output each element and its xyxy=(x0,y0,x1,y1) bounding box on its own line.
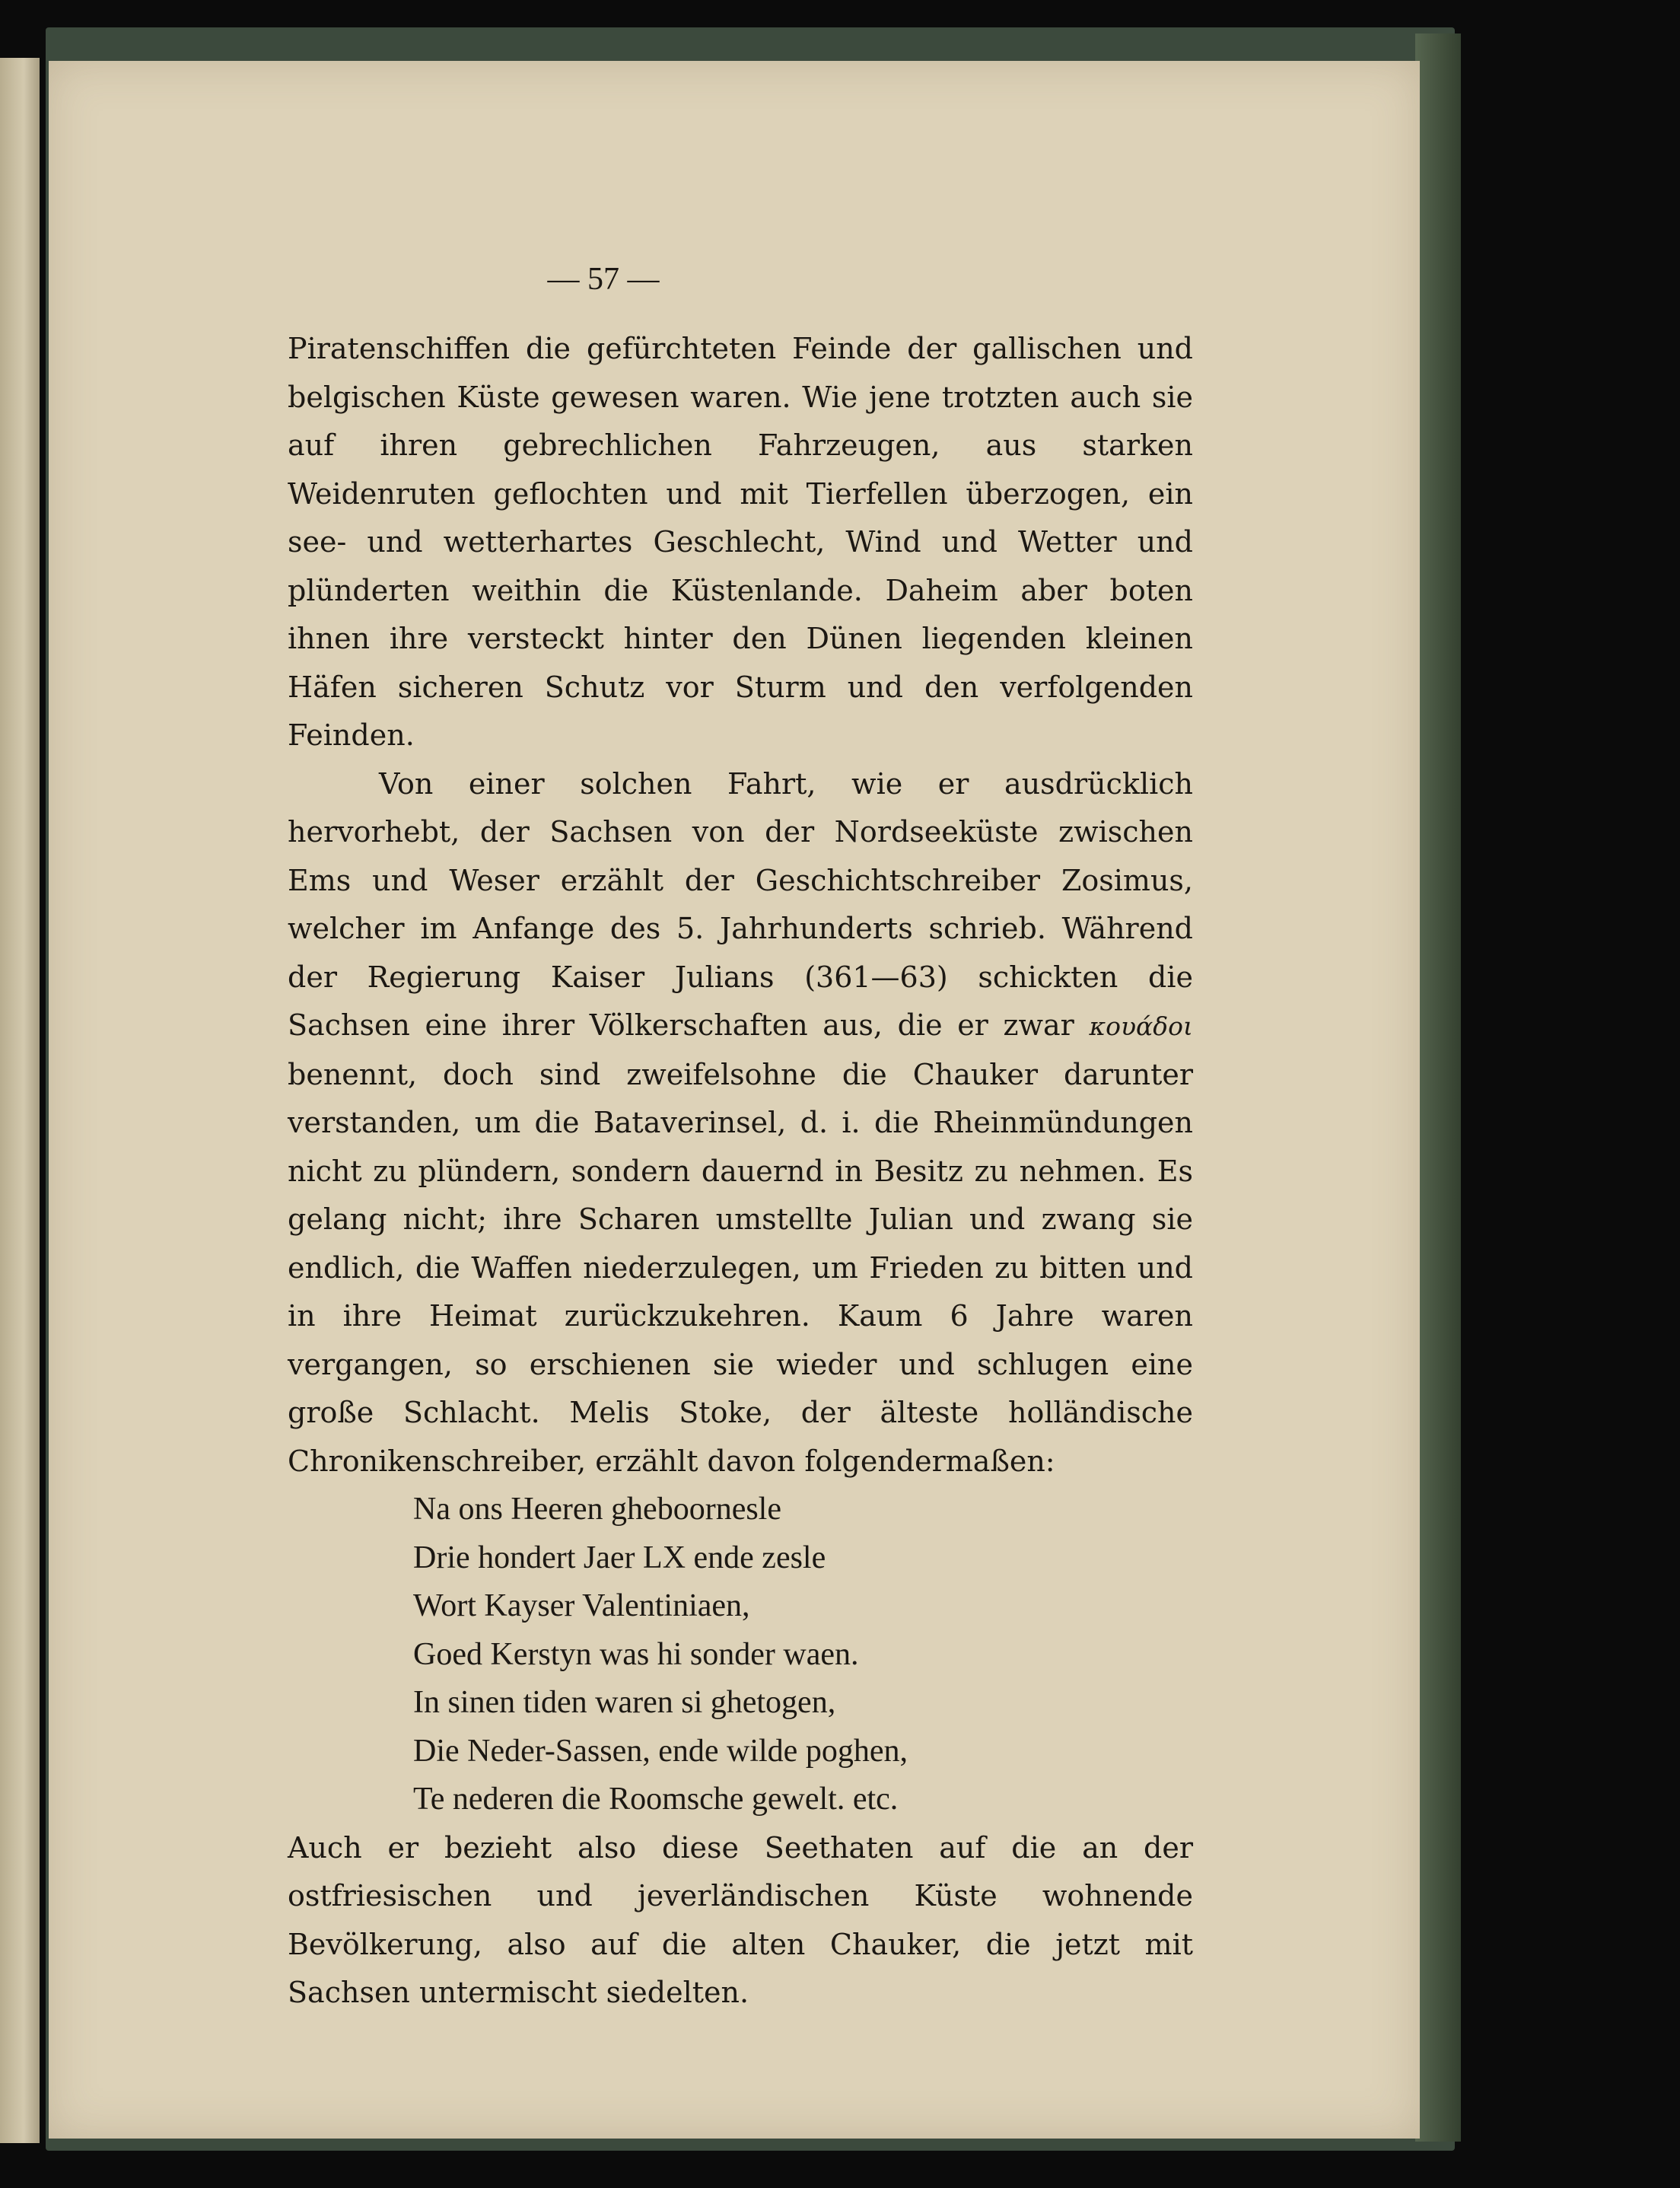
previous-page-edge xyxy=(0,58,40,2143)
greek-word: κουάδοι xyxy=(1089,1011,1193,1041)
book-page xyxy=(49,61,1420,2139)
paragraph-3: Auch er bezieht also diese Seethaten auf die an der ostfriesischen und jeverländischen Küste wohnende Bevölkerung, also auf die alten Chauker, die jetzt mit Sachsen untermischt siedelten. xyxy=(288,1830,1193,2009)
paragraph-2-part-2: benennt, doch sind zweifelsohne die Chauker darunter verstanden, um die Bataverinsel, d. i. die Rheinmündungen nicht zu plündern, sondern dauernd in Besitz zu nehmen. Es gelang nicht; ihre Scharen umstellte Julian und zwang sie endlich, die Waffen niederzulegen, um Frieden zu bitten und in ihre Heimat zurückzukehren. Kaum 6 Jahre waren vergangen, so erschienen sie wieder und schlugen eine große Schlacht. Melis Stoke, der älteste holländische Chronikenschreiber, erzählt davon folgendermaßen: xyxy=(288,1057,1193,1478)
paragraph-1: Piratenschiffen die gefürchteten Feinde der gallischen und belgischen Küste gewesen waren. Wie jene trotzten auch sie auf ihren gebrechlichen Fahrzeugen, aus starken Weidenruten geflochten und mit Tierfellen überzogen, ein see- und wetterhartes Geschlecht, Wind und Wetter und plünderten weithin die Küstenlande. Daheim aber boten ihnen ihre versteckt hinter den Dünen liegenden kleinen Häfen sicheren Schutz vor Sturm und den verfolgenden Feinden. xyxy=(288,332,1193,752)
body-text xyxy=(288,325,1193,2018)
poem-line: Wort Kayser Valentiniaen, xyxy=(413,1588,750,1623)
book-cover-edge xyxy=(1415,33,1461,2142)
poem-line: Na ons Heeren gheboornesle xyxy=(413,1492,781,1527)
page-number: — 57 — xyxy=(547,262,660,297)
poem-line: Te nederen die Roomsche gewelt. etc. xyxy=(413,1782,899,1817)
paragraph-2 xyxy=(288,760,1193,1486)
poem-quotation xyxy=(288,1486,1193,1824)
poem-line: Drie hondert Jaer LX ende zesle xyxy=(413,1540,826,1575)
poem-line: Die Neder-Sassen, ende wilde poghen, xyxy=(413,1733,908,1769)
paragraph-2-part-1: Von einer solchen Fahrt, wie er ausdrücklich hervorhebt, der Sachsen von der Nordseeküste zwischen Ems und Weser erzählt der Geschichtschreiber Zosimus, welcher im Anfange des 5. Jahrhunderts schrieb. Während der Regierung Kaiser Julians (361—63) schickten die Sachsen eine ihrer Völkerschaften aus, die er zwar xyxy=(288,766,1193,1042)
poem-line: Goed Kerstyn was hi sonder waen. xyxy=(413,1636,859,1672)
poem-line: In sinen tiden waren si ghetogen, xyxy=(413,1685,836,1720)
